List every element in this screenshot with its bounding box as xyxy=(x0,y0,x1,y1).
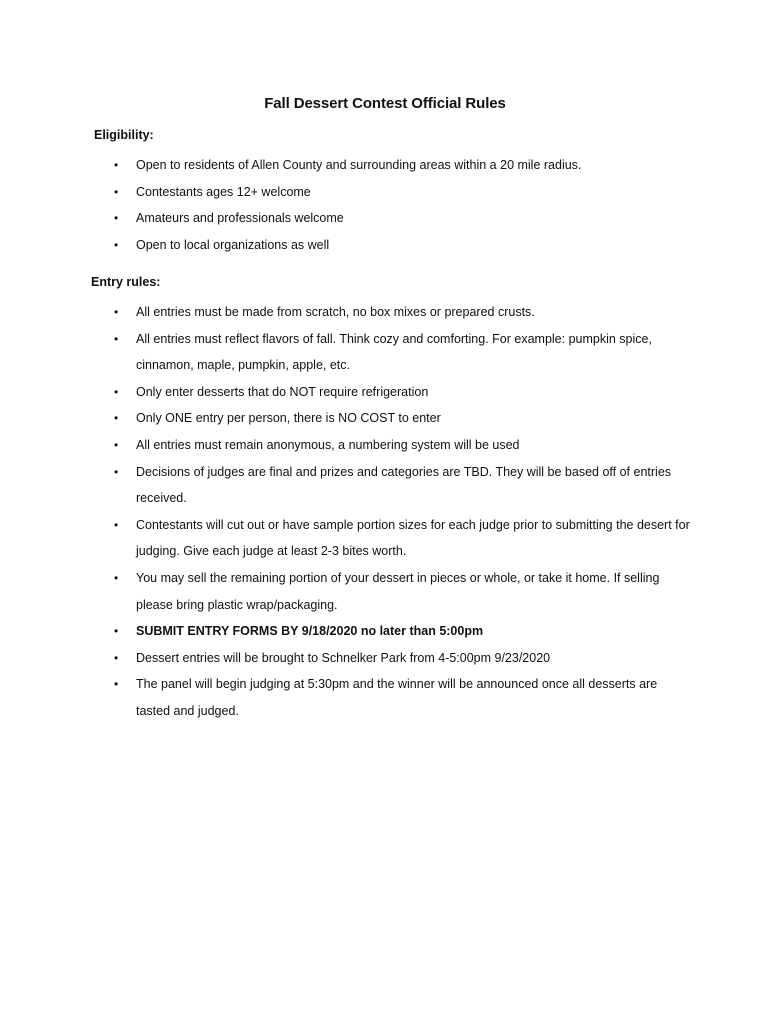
list-item xyxy=(112,645,692,672)
list-item-text: The panel will begin judging at 5:30pm and the winner will be announced once all desserts are tasted and judged. xyxy=(136,677,658,718)
bullet-icon: • xyxy=(114,464,119,479)
list-item-text: Open to residents of Allen County and surrounding areas within a 20 mile radius. xyxy=(136,158,582,172)
eligibility-list xyxy=(112,152,692,258)
list-item xyxy=(112,179,692,206)
bullet-icon: • xyxy=(114,411,119,426)
list-item-text: All entries must be made from scratch, no box mixes or prepared crusts. xyxy=(136,305,535,319)
bullet-icon: • xyxy=(114,331,119,346)
eligibility-heading: Eligibility: xyxy=(94,128,154,142)
bullet-icon: • xyxy=(114,437,119,452)
bullet-icon: • xyxy=(114,211,119,226)
list-item xyxy=(112,671,692,724)
list-item xyxy=(112,232,692,259)
bullet-icon: • xyxy=(114,570,119,585)
list-item-text: Contestants will cut out or have sample portion sizes for each judge prior to submitting the desert for judging. Give each judge at least 2-3 bites worth. xyxy=(136,517,690,559)
bullet-icon: • xyxy=(114,384,119,399)
list-item-text: Amateurs and professionals welcome xyxy=(136,211,344,226)
bullet-icon: • xyxy=(114,305,119,319)
bullet-icon: • xyxy=(114,237,119,252)
entry-rules-heading: Entry rules: xyxy=(91,275,161,289)
list-item xyxy=(112,512,692,565)
list-item-text: Open to local organizations as well xyxy=(136,237,330,252)
list-item-text: SUBMIT ENTRY FORMS BY 9/18/2020 no later than 5:00pm xyxy=(136,624,484,639)
bullet-icon: • xyxy=(114,517,119,532)
list-item-text: All entries must reflect flavors of fall. Think cozy and comforting. For example: pumpkin spice, cinnamon, maple, pumpkin, apple, etc. xyxy=(136,331,652,373)
list-item-text: You may sell the remaining portion of your dessert in pieces or whole, or take it home. If selling please bring plastic wrap/packaging. xyxy=(136,570,660,612)
bullet-icon: • xyxy=(114,184,119,199)
list-item xyxy=(112,326,692,379)
entry-rules-list xyxy=(112,299,692,725)
bullet-icon: • xyxy=(114,650,119,665)
bullet-icon: • xyxy=(114,624,119,639)
list-item xyxy=(112,405,692,432)
list-item-text: Only enter desserts that do NOT require refrigeration xyxy=(136,384,429,399)
list-item-text: Dessert entries will be brought to Schnelker Park from 4-5:00pm 9/23/2020 xyxy=(136,650,551,665)
bullet-icon: • xyxy=(114,158,119,172)
list-item-text: Contestants ages 12+ welcome xyxy=(136,184,311,199)
list-item-text: All entries must remain anonymous, a numbering system will be used xyxy=(136,437,520,452)
list-item xyxy=(112,432,692,459)
list-item-text: Only ONE entry per person, there is NO COST to enter xyxy=(136,411,441,426)
page-title: Fall Dessert Contest Official Rules xyxy=(264,95,506,112)
list-item xyxy=(112,459,692,512)
list-item-text: Decisions of judges are final and prizes and categories are TBD. They will be based off of entries received. xyxy=(136,464,672,506)
bullet-icon: • xyxy=(114,677,119,692)
list-item xyxy=(112,565,692,618)
list-item xyxy=(112,205,692,232)
list-item xyxy=(112,379,692,406)
list-item xyxy=(112,152,692,179)
list-item xyxy=(112,299,692,326)
list-item-deadline xyxy=(112,618,692,645)
